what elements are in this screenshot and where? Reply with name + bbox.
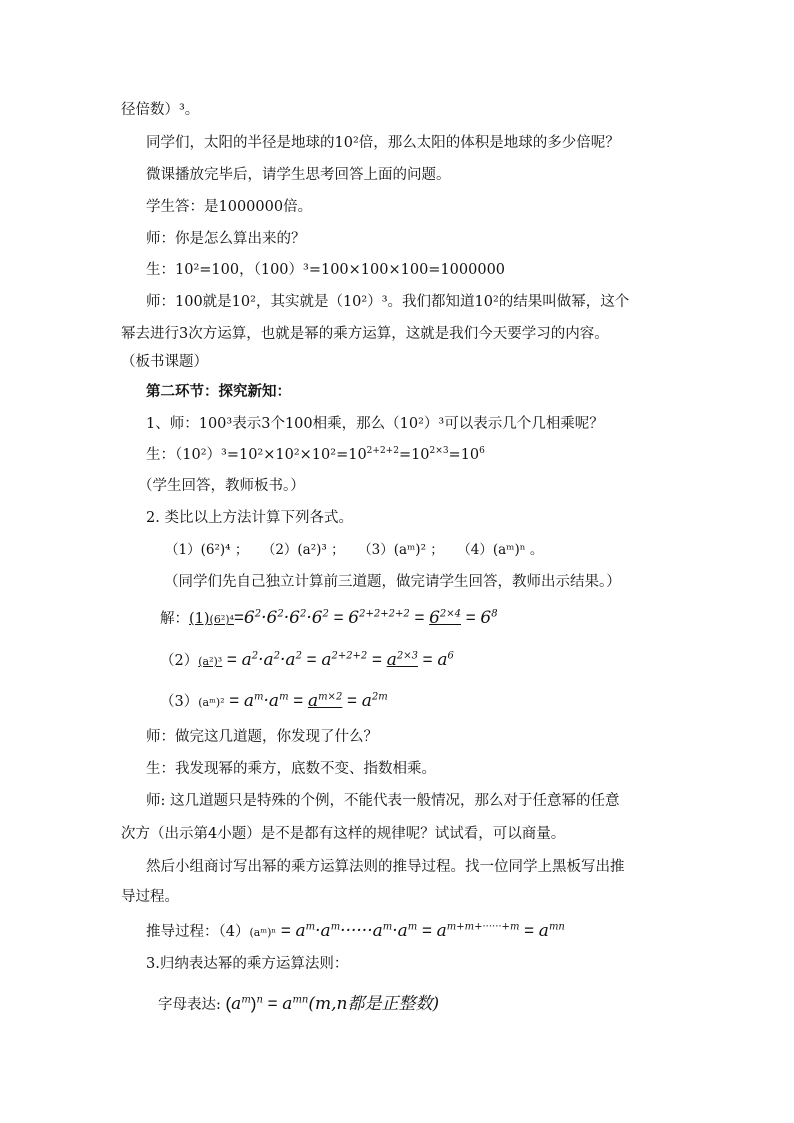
text-line: 生：我发现幂的乘方，底数不变、指数相乘。 [146, 761, 436, 777]
rule-formula [158, 990, 439, 1018]
text-segment: =10 [448, 447, 480, 463]
exponent: 2+2+2 [366, 446, 399, 457]
text-segment: =10 [398, 447, 430, 463]
text-line: 同学们，太阳的半径是地球的10²倍，那么太阳的体积是地球的多少倍呢？ [146, 135, 620, 151]
text-line: 1、师：100³表示3个100相乘，那么（10²）³可以表示几个几相乘呢？ [146, 416, 604, 432]
solution-expression: = $a^2\cdot a^2\cdot a^2 = a^{2+2+2} = a^{2\times 3} = a^6$ [222, 650, 454, 670]
problem-number: （4） [218, 924, 250, 940]
text-line: 幂去进行3次方运算，也就是幂的乘方运算，这就是我们今天要学习的内容。 [121, 326, 609, 342]
text-line: 径倍数）³。 [121, 102, 200, 118]
solution-3 [160, 688, 388, 714]
text-line: （同学们先自己独立计算前三道题，做完请学生回答，教师出示结果。） [164, 574, 621, 590]
text-line: 学生答：是1000000倍。 [146, 199, 313, 215]
derivation-label: 推导过程： [146, 924, 219, 940]
problem-expression: (aᵐ)ⁿ [249, 926, 277, 939]
text-line: 师：100就是10²，其实就是（10²）³。我们都知道10²的结果叫做幂，这个 [146, 294, 630, 310]
text-line: 2. 类比以上方法计算下列各式。 [146, 510, 353, 526]
derivation-expression: = $a^m\cdot a^m\cdot\cdot\cdot\cdot\cdot\cdot a^m\cdot a^m = a^{m+m+\cdot\cdot\cdot\cdot\cdot\cdot+m} = a^{mn}$ [276, 921, 565, 941]
text-line: 师：你是怎么算出来的？ [146, 231, 306, 247]
text-line: 师: 这几道题只是特殊的个例，不能代表一般情况，那么对于任意幂的任意 [146, 793, 620, 809]
rule-condition: (m,n都是正整数) [308, 994, 440, 1014]
solution-1 [160, 605, 498, 631]
derivation-line [146, 918, 565, 944]
text-segment: 生：（10²）³=10²×10²×10²=10 [146, 447, 367, 463]
text-line: 次方（出示第4小题）是不是都有这样的规律呢？试试看，可以商量。 [121, 826, 566, 842]
section-heading: 第二环节：探究新知： [146, 383, 291, 400]
text-line: 导过程。 [121, 889, 179, 905]
solution-expression: = $a^m\cdot a^m = a^{m\times 2} = a^{2m}$ [224, 691, 388, 711]
solution-expression: $=6^2\cdot 6^2\cdot 6^2\cdot 6^2 = 6^{2+2+2+2} = 6^{2\times 4} = 6^8$ [233, 608, 498, 628]
problem-expression: (a²)³ [198, 655, 223, 668]
solution-2 [160, 647, 454, 673]
exercise-list: （1）(6²)⁴ ； （2）(a²)³ ； （3）(aᵐ)² ； （4）(aᵐ)ⁿ 。 [165, 542, 544, 558]
text-line: 师：做完这几道题，你发现了什么？ [146, 729, 378, 745]
rule-expression: $(a^m)^n = a^{mn}$ [225, 994, 309, 1014]
problem-number: (1) [189, 611, 210, 627]
exponent: 6 [479, 446, 485, 457]
text-line: （板书课题） [121, 354, 208, 370]
exponent: 2×3 [429, 446, 449, 457]
text-line: 3.归纳表达幂的乘方运算法则： [146, 956, 349, 972]
problem-expression: (aᵐ)² [198, 696, 225, 709]
text-line: 生：10²=100，（100）³=100×100×100=1000000 [146, 262, 506, 278]
problem-number: （2） [160, 653, 199, 669]
solution-label: 解： [160, 611, 189, 627]
problem-expression: (6²)⁴ [209, 613, 234, 626]
text-line: （学生回答，教师板书。） [138, 478, 305, 494]
text-line: 然后小组商讨写出幂的乘方运算法则的推导过程。找一位同学上黑板写出推 [146, 859, 625, 875]
rule-label: 字母表达: [158, 997, 221, 1013]
problem-number: （3） [160, 694, 199, 710]
text-line [146, 445, 485, 465]
text-line: 微课播放完毕后，请学生思考回答上面的问题。 [146, 167, 451, 183]
